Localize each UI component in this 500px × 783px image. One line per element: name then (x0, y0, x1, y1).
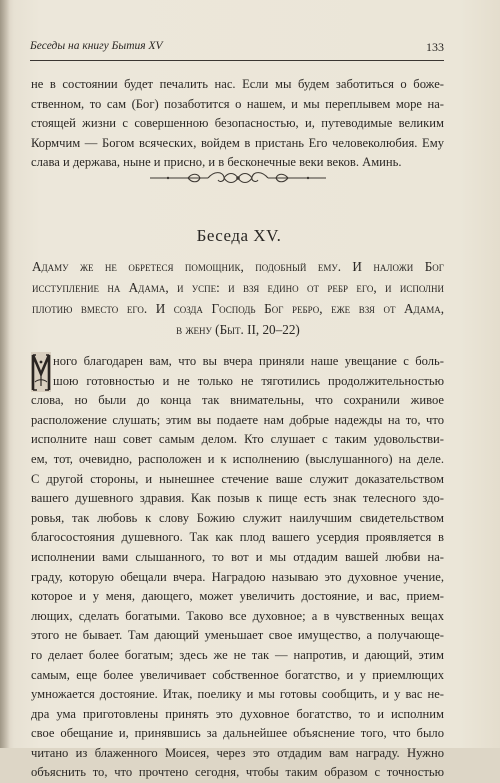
decorative-flourish-icon (148, 168, 328, 188)
text-line: исполните наш совет самым делом. Кто слушает с таким удовольстви- (31, 432, 444, 447)
page-number: 133 (426, 40, 444, 54)
text-line: вашего душевного здравия. Как позыв к пище есть знак телесного здо- (31, 491, 444, 506)
text-line: ем, тот, очевидно, расположен и к исполнению (выслушанного) на деле. (31, 451, 444, 466)
text-line: С другой стороны, и нынешнее стечение ваше служит доказательством (31, 471, 444, 486)
text-line: читано из блаженного Моисея, через это отдадим вам награду. Нужно (31, 745, 444, 760)
intro-paragraph (31, 75, 444, 173)
text-line: самым, еще более увеличивает собственное богатство, и у приемлющих (31, 667, 444, 682)
text-line: не в состоянии будет печалить нас. Если мы будем заботиться о боже- (31, 77, 444, 91)
body-paragraph (31, 352, 444, 783)
text-line: благосостояния душевного. Так как плод вашего усердия проявляется в (31, 530, 444, 545)
text-line: го делает более богатым; здесь же не так — напротив, и дающий, этим (31, 647, 444, 662)
running-title: Беседы на книгу Бытия XV (30, 40, 163, 52)
epigraph-line: в жену (Быт. II, 20–22) (176, 322, 300, 337)
spine-shadow (0, 0, 10, 748)
epigraph (32, 256, 444, 340)
text-line: свое обещание и, принявшись за дальнейшее объяснение того, что было (31, 726, 444, 741)
text-line: расположение слушать; этим вы подаете нам добрые надежды на то, что (31, 412, 444, 427)
text-line: которое и у меня, дающего, может увеличить достояние, и вас, прием- (31, 589, 444, 604)
text-line: шою готовностью и не только не тяготились продолжительностью (53, 373, 444, 388)
text-line: ного благодарен вам, что вы вчера приняли наше увещание с боль- (53, 354, 444, 368)
text-line: слова, но были до конца так внимательны, что сохранили живое (31, 393, 444, 408)
text-line: Кормчим — Богом всяческих, войдем в пристань Его человеколюбия. Ему (31, 135, 444, 150)
text-line: стоящей жизни с совершенною безопасностью, и, путеводимые великим (31, 116, 444, 131)
text-line: умножается достояние. Итак, поелику и мы готовы сообщить, и у вас не- (31, 687, 444, 702)
epigraph-line: плотию вместо его. И созда Господь Бог ребро, еже взя от Адама, (32, 301, 444, 316)
text-line: этого не бывает. Там дающий уменьшает свое имущество, а получающе- (31, 628, 444, 643)
text-line: объяснить то, что прочтено сегодня, чтобы таким образом с точностью (31, 765, 444, 780)
running-head (30, 40, 444, 58)
text-line: слава и держава, ныне и присно, и в бесконечные веки веков. Аминь. (31, 155, 402, 170)
epigraph-line: исступление на Адама, и успе: и взя едино от ребр его, и исполни (32, 280, 444, 295)
text-line: ровья, так любовь к слову Божию служит наилучшим свидетельством (31, 510, 444, 525)
text-line: лющих, сделать богатыми. Таково все духовное; а в чувственных вещах (31, 608, 444, 623)
epigraph-line: Адаму же не обретеся помощник, подобный ему. И наложи Бог (32, 259, 444, 274)
text-line: граду, которую обещали вчера. Наградою называю это духовное учение, (31, 569, 444, 584)
header-rule (30, 60, 444, 61)
text-line: ственном, то сам (Бог) позаботится о нашем, и мы переплывем море на- (31, 96, 444, 111)
text-line: исполнении вами слышанного, то вот и мы отдадим вашей любви на- (31, 549, 444, 564)
section-heading: Беседа XV. (196, 226, 282, 245)
text-line: дра ума приготовлены принять это духовное богатство, то и исполним (31, 706, 444, 721)
